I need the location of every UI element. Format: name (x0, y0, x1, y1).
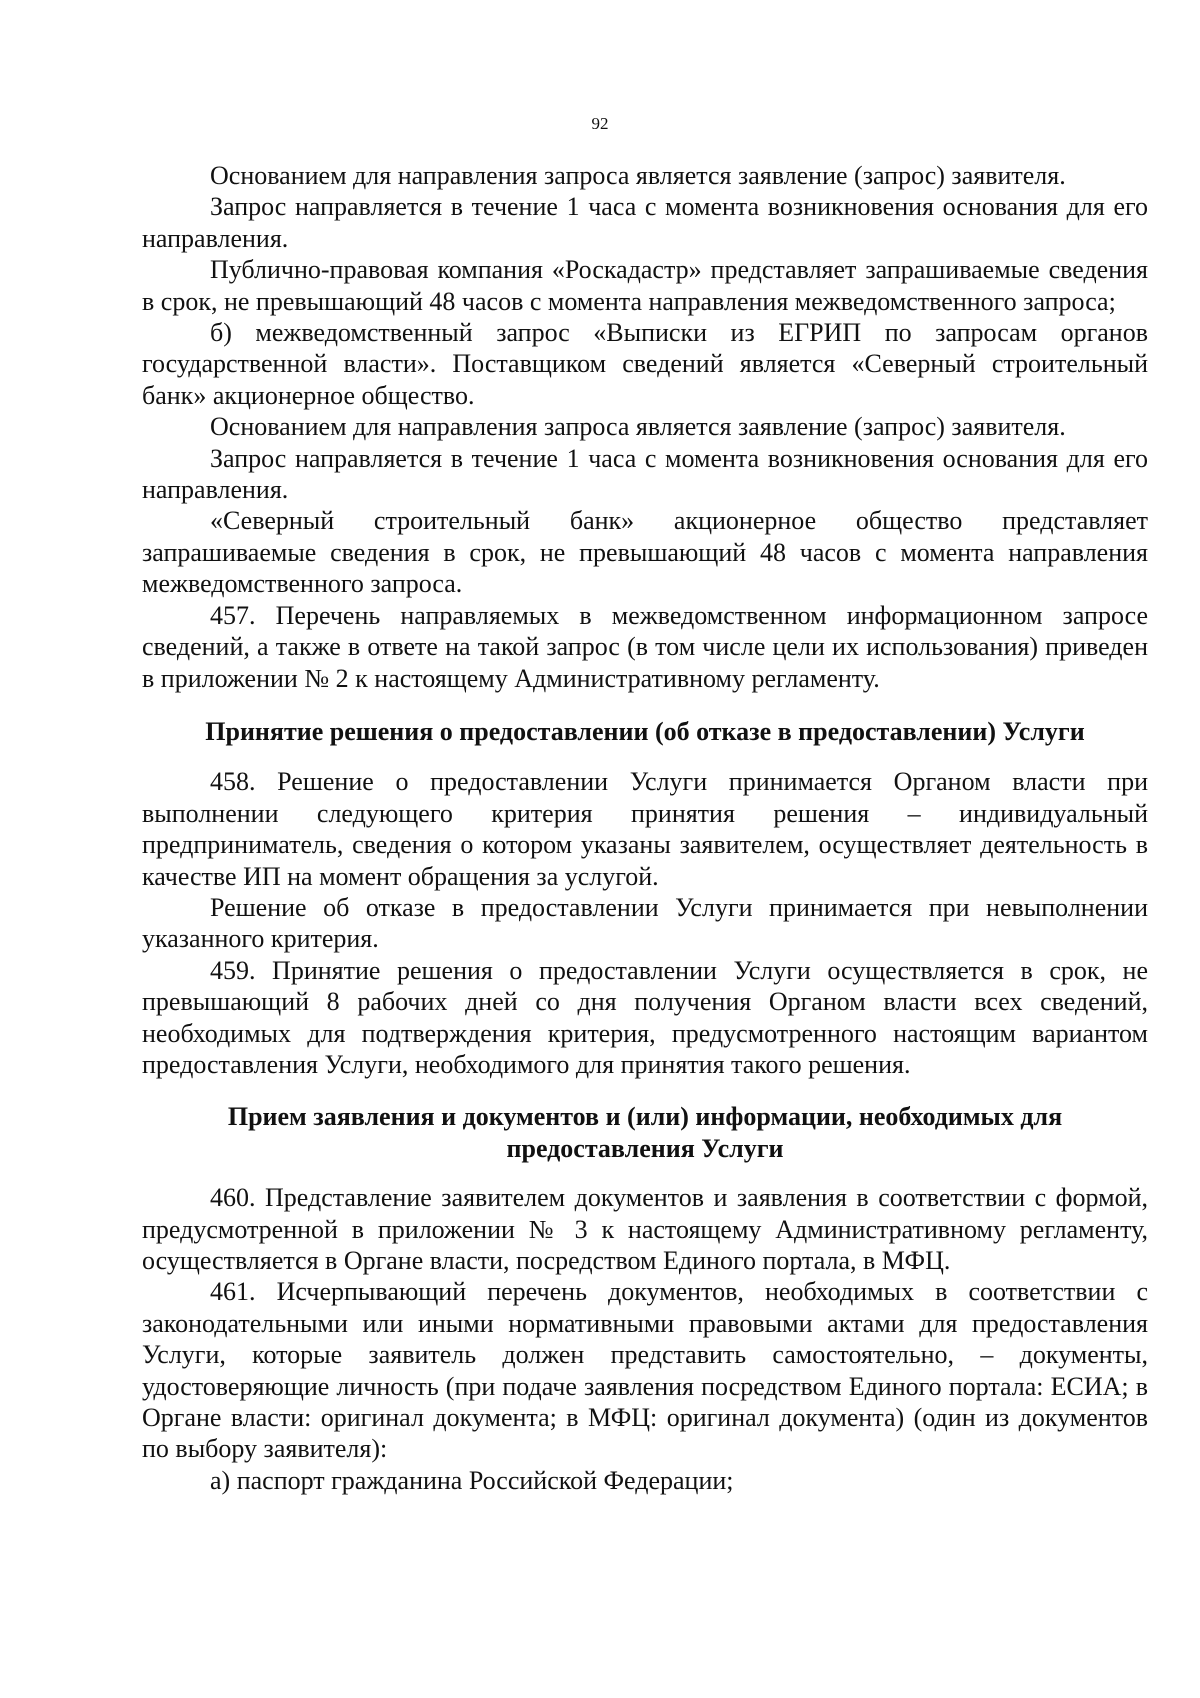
paragraph: Публично-правовая компания «Роскадастр» представляет запрашиваемые сведения в срок, не превышающий 48 часов с момента направления межведомственного запроса; (142, 255, 1148, 316)
paragraph-459: 459. Принятие решения о предоставлении Услуги осуществляется в срок, не превышающий 8 рабочих дней со дня получения Органом власти всех сведений, необходимых для подтверждения критерия, предусмотренного настоящим вариантом предоставления Услуги, необходимого для принятия такого решения. (142, 955, 1148, 1079)
paragraph: Основанием для направления запроса является заявление (запрос) заявителя. (210, 412, 1066, 442)
paragraph: б) межведомственный запрос «Выписки из ЕГРИП по запросам органов государственной власти». Поставщиком сведений является «Северный строительный банк» акционерное общество. (142, 318, 1148, 410)
paragraph-458: 458. Решение о предоставлении Услуги принимается Органом власти при выполнении следующего критерия принятия решения – индивидуальный предприниматель, сведения о котором указаны заявителем, осуществляет деятельность в качестве ИП на момент обращения за услугой. (142, 767, 1148, 891)
paragraph: Запрос направляется в течение 1 часа с момента возникновения основания для его направления. (142, 443, 1148, 505)
page-number: 92 (591, 114, 609, 133)
section-heading-decision: Принятие решения о предоставлении (об отказе в предоставлении) Услуги (205, 716, 1085, 746)
paragraph: Решение об отказе в предоставлении Услуги принимается при невыполнении указанного критерия. (142, 892, 1148, 954)
paragraph-461: 461. Исчерпывающий перечень документов, необходимых в соответствии с законодательными или иными нормативными правовыми актами для предоставления Услуги, которые заявитель должен представить самостоятельно, – документы, удостоверяющие личность (при подаче заявления посредством Единого портала: ЕСИА; в Органе власти: оригинал документа; в МФЦ: оригинал документа) (один из документов по выбору заявителя): (142, 1277, 1148, 1464)
paragraph-460: 460. Представление заявителем документов и заявления в соответствии с формой, предусмотренной в приложении № 3 к настоящему Административному регламенту, осуществляется в Органе власти, посредством Единого портала, в МФЦ. (142, 1183, 1148, 1275)
page-content (142, 160, 1148, 1496)
paragraph: «Северный строительный банк» акционерное общество представляет запрашиваемые сведения в срок, не превышающий 48 часов с момента направления межведомственного запроса. (142, 506, 1148, 599)
paragraph: Запрос направляется в течение 1 часа с момента возникновения основания для его направления. (142, 192, 1148, 253)
section-heading-application-intake: Прием заявления и документов и (или) информации, необходимых для предоставления Услуги (227, 1102, 1063, 1163)
paragraph: Основанием для направления запроса является заявление (запрос) заявителя. (210, 161, 1066, 190)
paragraph-457: 457. Перечень направляемых в межведомственном информационном запросе сведений, а также в ответе на такой запрос (в том числе цели их использования) приведен в приложении № 2 к настоящему Административному регламенту. (142, 600, 1148, 693)
list-item-passport: а) паспорт гражданина Российской Федерации; (210, 1465, 734, 1495)
